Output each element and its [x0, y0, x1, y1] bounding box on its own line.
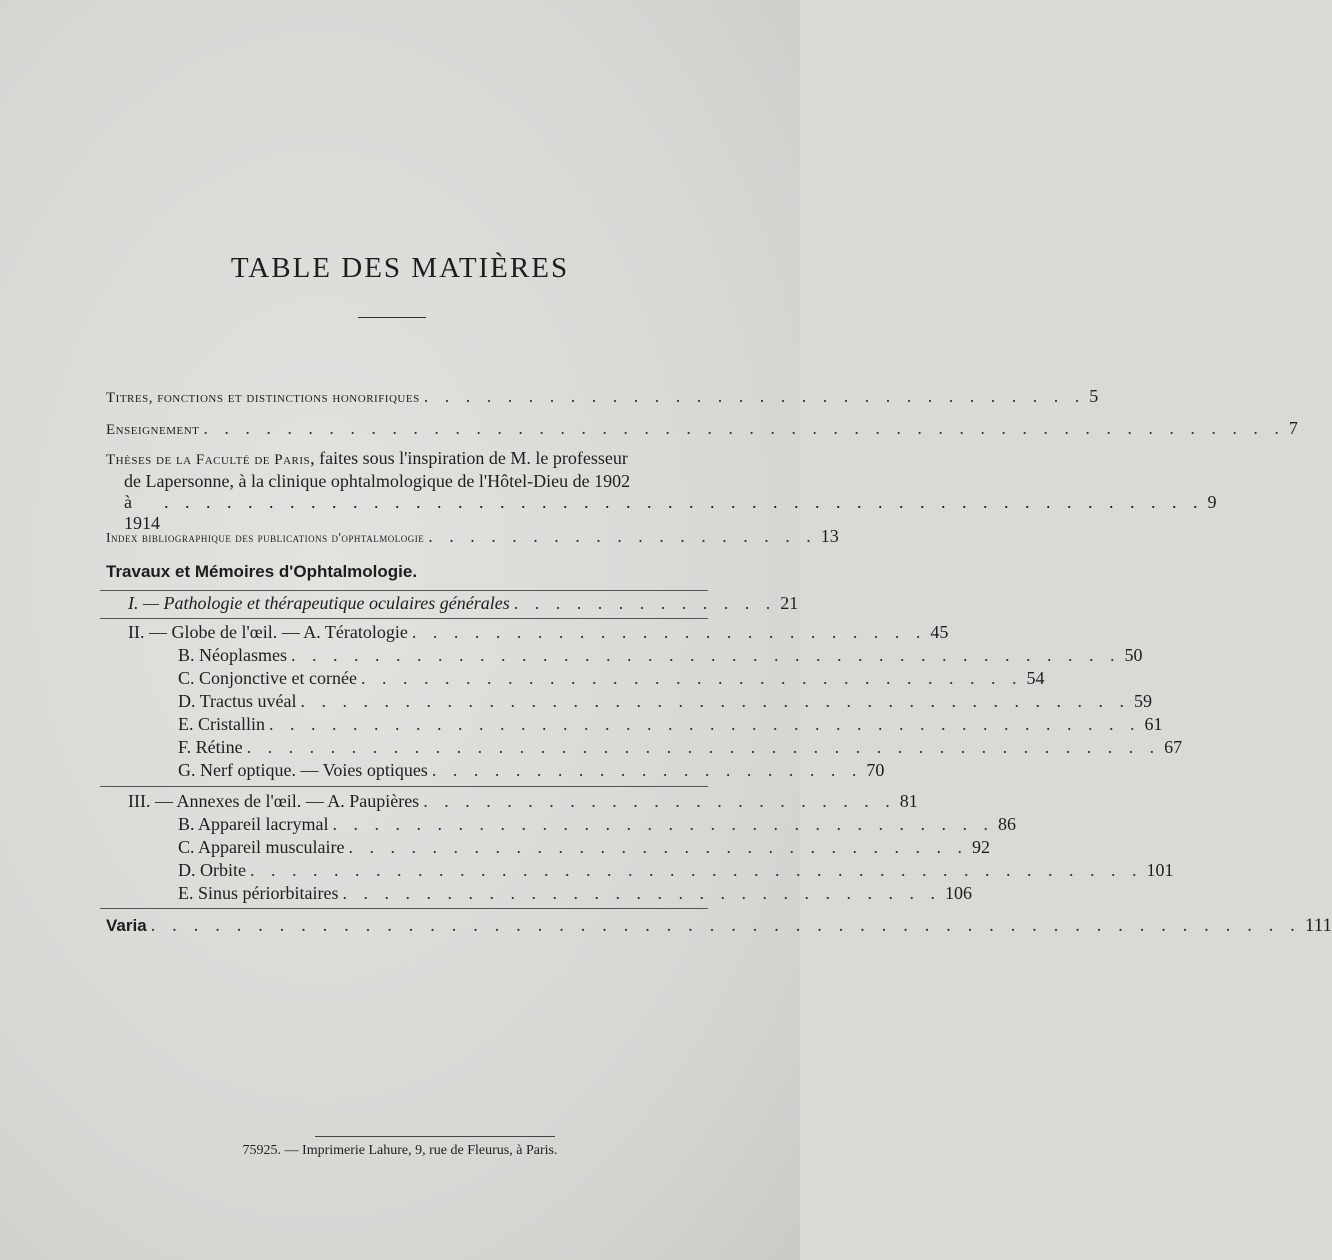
- imprint-rule: [315, 1136, 555, 1137]
- leader-dots: . . . . . . . . . . . . . . . . . . . . . . . . . . . . . . . . . . . . . . . . . .: [269, 714, 1141, 734]
- leader-dots: . . . . . . . . . . . . . . . . . . . . . . . . . . . . . .: [348, 837, 968, 857]
- toc-entry-2g: [178, 760, 885, 781]
- title-rule: [358, 317, 426, 318]
- toc-entry-page: 54: [1026, 668, 1045, 688]
- leader-dots: . . . . . . . . . . . . . . . . . . . . . . .: [423, 791, 896, 811]
- toc-entry-page: 86: [997, 814, 1016, 834]
- toc-entry-label: E. Cristallin: [178, 714, 265, 734]
- toc-entry-label: Enseignement: [106, 422, 200, 438]
- toc-entry-page: 5: [1089, 386, 1099, 406]
- leader-dots: . . . . . . . . . . . . . . . . . . . . . . . . . . . . . . . . . . . . . . . . . . . . . . . . . .: [164, 492, 1204, 512]
- toc-entry-label: I. — Pathologie et thérapeutique oculaires générales: [128, 593, 510, 613]
- leader-dots: . . . . . . . . . . . . .: [513, 593, 777, 613]
- leader-dots: . . . . . . . . . . . . . . . . . . . . . . . . . . . . . . . .: [332, 814, 994, 834]
- toc-entry-label: G. Nerf optique. — Voies optiques: [178, 760, 428, 780]
- toc-entry-page: 70: [866, 760, 885, 780]
- part-divider: [100, 618, 708, 619]
- leader-dots: . . . . . . . . . . . . . . . . . . . . . . . . . . . . .: [342, 883, 941, 903]
- leader-dots: . . . . . . . . . . . . . . . . . . . . .: [431, 760, 863, 780]
- part-divider: [100, 908, 708, 909]
- toc-entry-label: B. Appareil lacrymal: [178, 814, 329, 834]
- leader-dots: . . . . . . . . . . . . . . . . . . . . . . . . . . . . . . . . . . . . . . . .: [290, 645, 1121, 665]
- toc-entry-part-3: [128, 791, 918, 812]
- toc-entry-page: 61: [1144, 714, 1163, 734]
- toc-entry-2e: [178, 714, 1163, 735]
- leader-dots: . . . . . . . . . . . . . . . . . . . . . . . . . . . . . . . .: [423, 386, 1086, 406]
- leader-dots: . . . . . . . . . . . . . . . . . . . . . . . . .: [411, 622, 927, 642]
- toc-entry-page: 111: [1304, 915, 1332, 936]
- toc-entry-3c: [178, 837, 990, 858]
- toc-entry-page: 92: [971, 837, 990, 857]
- toc-entry-label: F. Rétine: [178, 737, 243, 757]
- toc-entry-page: 7: [1288, 418, 1298, 438]
- toc-entry-page: 45: [930, 622, 949, 642]
- toc-entry-page: 50: [1124, 645, 1143, 665]
- leader-dots: . . . . . . . . . . . . . . . . . . . . . . . . . . . . . . . . . . . . . . . . . . . .: [246, 737, 1161, 757]
- leader-dots: . . . . . . . . . . . . . . . . . . . . . . . . . . . . . . . . . . . . . . . . . . .: [249, 860, 1143, 880]
- toc-entry-page: 59: [1134, 691, 1152, 711]
- leader-dots: . . . . . . . . . . . . . . . . . . . . . . . . . . . . . . . .: [360, 668, 1023, 688]
- toc-entry-2b: [178, 645, 1143, 666]
- leader-dots: . . . . . . . . . . . . . . . . . . .: [428, 526, 817, 546]
- toc-entry-page: 81: [899, 791, 918, 811]
- toc-entry-part-1: [128, 593, 799, 614]
- theses-line-3-label: à 1914: [124, 492, 160, 533]
- toc-entry-page: 101: [1146, 860, 1174, 880]
- leader-dots: . . . . . . . . . . . . . . . . . . . . . . . . . . . . . . . . . . . . . . . .: [300, 691, 1130, 711]
- toc-entry-2d: [178, 691, 1152, 712]
- toc-entry-label: Varia: [106, 916, 147, 935]
- theses-line-2: de Lapersonne, à la clinique ophtalmologique de l'Hôtel-Dieu de 1902: [124, 471, 631, 491]
- toc-entry-label: II. — Globe de l'œil. — A. Tératologie: [128, 622, 408, 642]
- leader-dots: . . . . . . . . . . . . . . . . . . . . . . . . . . . . . . . . . . . . . . . . . . . . . . . . . . . . . .: [150, 915, 1301, 936]
- part-divider: [100, 590, 708, 591]
- toc-entry-label: Index bibliographique des publications d'ophtalmologie: [106, 530, 425, 545]
- toc-entry-label: III. — Annexes de l'œil. — A. Paupières: [128, 791, 420, 811]
- toc-entry-2f: [178, 737, 1183, 758]
- toc-entry-label: D. Orbite: [178, 860, 246, 880]
- toc-entry-label: C. Conjonctive et cornée: [178, 668, 357, 688]
- toc-entry-3e: [178, 883, 972, 904]
- toc-entry-page: 21: [780, 593, 799, 613]
- toc-entry-label: D. Tractus uvéal: [178, 691, 297, 711]
- toc-entry-page: 9: [1207, 492, 1217, 512]
- toc-entry-label: Titres, fonctions et distinctions honorifiques: [106, 390, 420, 406]
- toc-entry-page: 106: [944, 883, 972, 903]
- toc-entry-titres: [106, 386, 1099, 407]
- page-title: TABLE DES MATIÈRES: [230, 252, 570, 284]
- theses-lead: Thèses de la Faculté de Paris: [106, 452, 311, 468]
- toc-entry-label: B. Néoplasmes: [178, 645, 287, 665]
- section-heading: Travaux et Mémoires d'Ophtalmologie.: [106, 562, 418, 581]
- toc-entry-page: 67: [1164, 737, 1183, 757]
- toc-entry-part-2: [128, 622, 949, 643]
- theses-line-1-rest: , faites sous l'inspiration de M. le professeur: [310, 448, 628, 468]
- toc-entry-enseignement: [106, 418, 1298, 439]
- toc-entry-index: [106, 526, 839, 547]
- toc-entry-theses: [106, 448, 1217, 534]
- toc-entry-2c: [178, 668, 1045, 689]
- toc-entry-label: E. Sinus périorbitaires: [178, 883, 339, 903]
- toc-entry-3b: [178, 814, 1016, 835]
- toc-entry-page: 13: [820, 526, 839, 546]
- toc-entry-3d: [178, 860, 1174, 881]
- part-divider: [100, 786, 708, 787]
- theses-line-1: [106, 448, 708, 471]
- toc-entry-label: C. Appareil musculaire: [178, 837, 345, 857]
- toc-entry-varia: [106, 915, 1332, 937]
- imprint: 75925. — Imprimerie Lahure, 9, rue de Fleurus, à Paris.: [242, 1143, 558, 1158]
- leader-dots: . . . . . . . . . . . . . . . . . . . . . . . . . . . . . . . . . . . . . . . . . . . . . . . . . . . .: [203, 418, 1285, 438]
